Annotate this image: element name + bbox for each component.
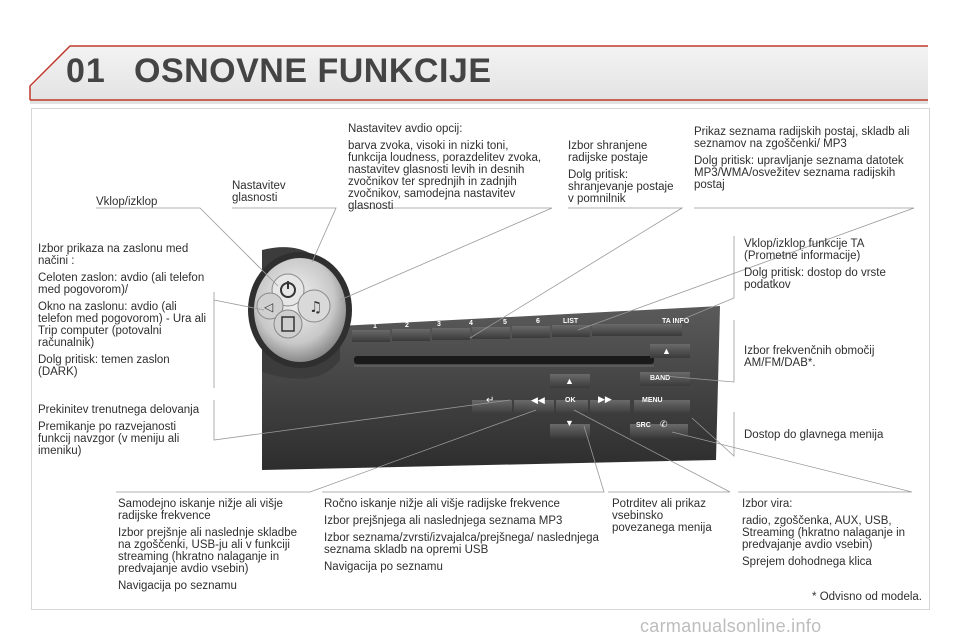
page-title: OSNOVNE FUNKCIJE [134, 52, 492, 90]
callout-preset: Izbor shranjene radijske postaje Dolg pritisk: shranjevanje postaje v pomnilnik [568, 140, 674, 205]
callout-auto-search: Samodejno iskanje nižje ali višje radijske frekvence Izbor prejšnje ali naslednje skladbe na zgoščenki, USB-ju ali v funkciji streaming (hkratno nalaganje in predvajanje avdio vsebin) Navigacija po seznamu [118, 498, 297, 592]
callout-ok: Potrditev ali prikaz vsebinsko povezanega menija [612, 498, 712, 534]
callout-display: Izbor prikaza na zaslonu med načini : Celoten zaslon: avdio (ali telefon med pogovorom)/ Okno na zaslonu: avdio (ali telefon med pogovorom) - Ura ali Trip computer (potovalni računalnik) Dolg pritisk: temen zaslon (DARK) [38, 243, 207, 378]
src-label: SRC [636, 422, 651, 429]
preset-button [432, 328, 470, 340]
callout-list: Prikaz seznama radijskih postaj, skladb ali seznamov na zgoščenki/ MP3 Dolg pritisk: upravljanje seznama datotek MP3/WMA/osvežitev seznama radijskih postaj [694, 126, 910, 191]
ta-label: TA INFO [662, 318, 690, 325]
ok-label: OK [565, 397, 576, 404]
menu-label: MENU [642, 397, 663, 404]
preset-label: 6 [536, 318, 540, 325]
callout-power: Vklop/izklop [96, 196, 158, 208]
preset-label: 5 [503, 319, 507, 326]
list-label: LIST [563, 318, 579, 325]
callout-audio: Nastavitev avdio opcij: barva zvoka, visoki in nizki toni, funkcija loudness, porazdelitev zvoka, nastavitev glasnosti levih in desnih zvočnikov ter sprednjih in zadnjih zvočnikov, samodejna nastavitev glasnosti [348, 123, 542, 212]
ta-button [592, 324, 682, 336]
display-mode-button [274, 310, 302, 338]
music-note-icon: ♫ [309, 298, 323, 316]
callout-band: Izbor frekvenčnih območij AM/FM/DAB*. [744, 345, 875, 369]
arrow-up-icon: ▲ [565, 376, 574, 386]
footnote: * Odvisno od modela. [812, 591, 922, 603]
eject-icon: ▲ [662, 346, 671, 356]
preset-button [352, 330, 390, 342]
rewind-icon: ◀◀ [531, 395, 545, 405]
preset-label: 3 [437, 321, 441, 328]
preset-label: 1 [373, 323, 377, 330]
callout-back: Prekinitev trenutnega delovanja Premikanje po razvejanosti funkcij navzgor (v meniju ali imeniku) [38, 404, 200, 457]
preset-label: 4 [469, 320, 473, 327]
phone-icon: ✆ [660, 419, 668, 429]
watermark: carmanualsonline.info [640, 616, 822, 636]
band-label: BAND [650, 375, 671, 382]
preset-button [512, 326, 550, 338]
forward-icon: ▶▶ [598, 394, 612, 404]
cd-slot [354, 356, 654, 364]
callout-volume: Nastavitev glasnosti [232, 180, 286, 204]
callout-src: Izbor vira: radio, zgoščenka, AUX, USB, Streaming (hkratno nalaganje in predvajanje avdio vsebin) Sprejem dohodnega klica [742, 498, 906, 568]
arrow-down-icon: ▼ [565, 418, 574, 428]
callout-ta: Vklop/izklop funkcije TA (Prometne informacije) Dolg pritisk: dostop do vrste podatkov [744, 238, 886, 291]
back-arrow-icon: ↵ [486, 395, 495, 406]
callout-manual-search: Ročno iskanje nižje ali višje radijske frekvence Izbor prejšnjega ali naslednjega seznama MP3 Izbor seznama/zvrsti/izvajalca/prejšnega/ naslednjega seznama skladb na opremi USB Navigacija po seznamu [324, 498, 599, 573]
preset-label: 2 [405, 322, 409, 329]
volume-knob [298, 290, 330, 322]
chapter-number: 01 [66, 52, 106, 90]
speaker-icon: ◁ [264, 300, 274, 314]
callout-menu: Dostop do glavnega menija [744, 429, 884, 441]
list-button [552, 325, 590, 337]
preset-button [392, 329, 430, 341]
